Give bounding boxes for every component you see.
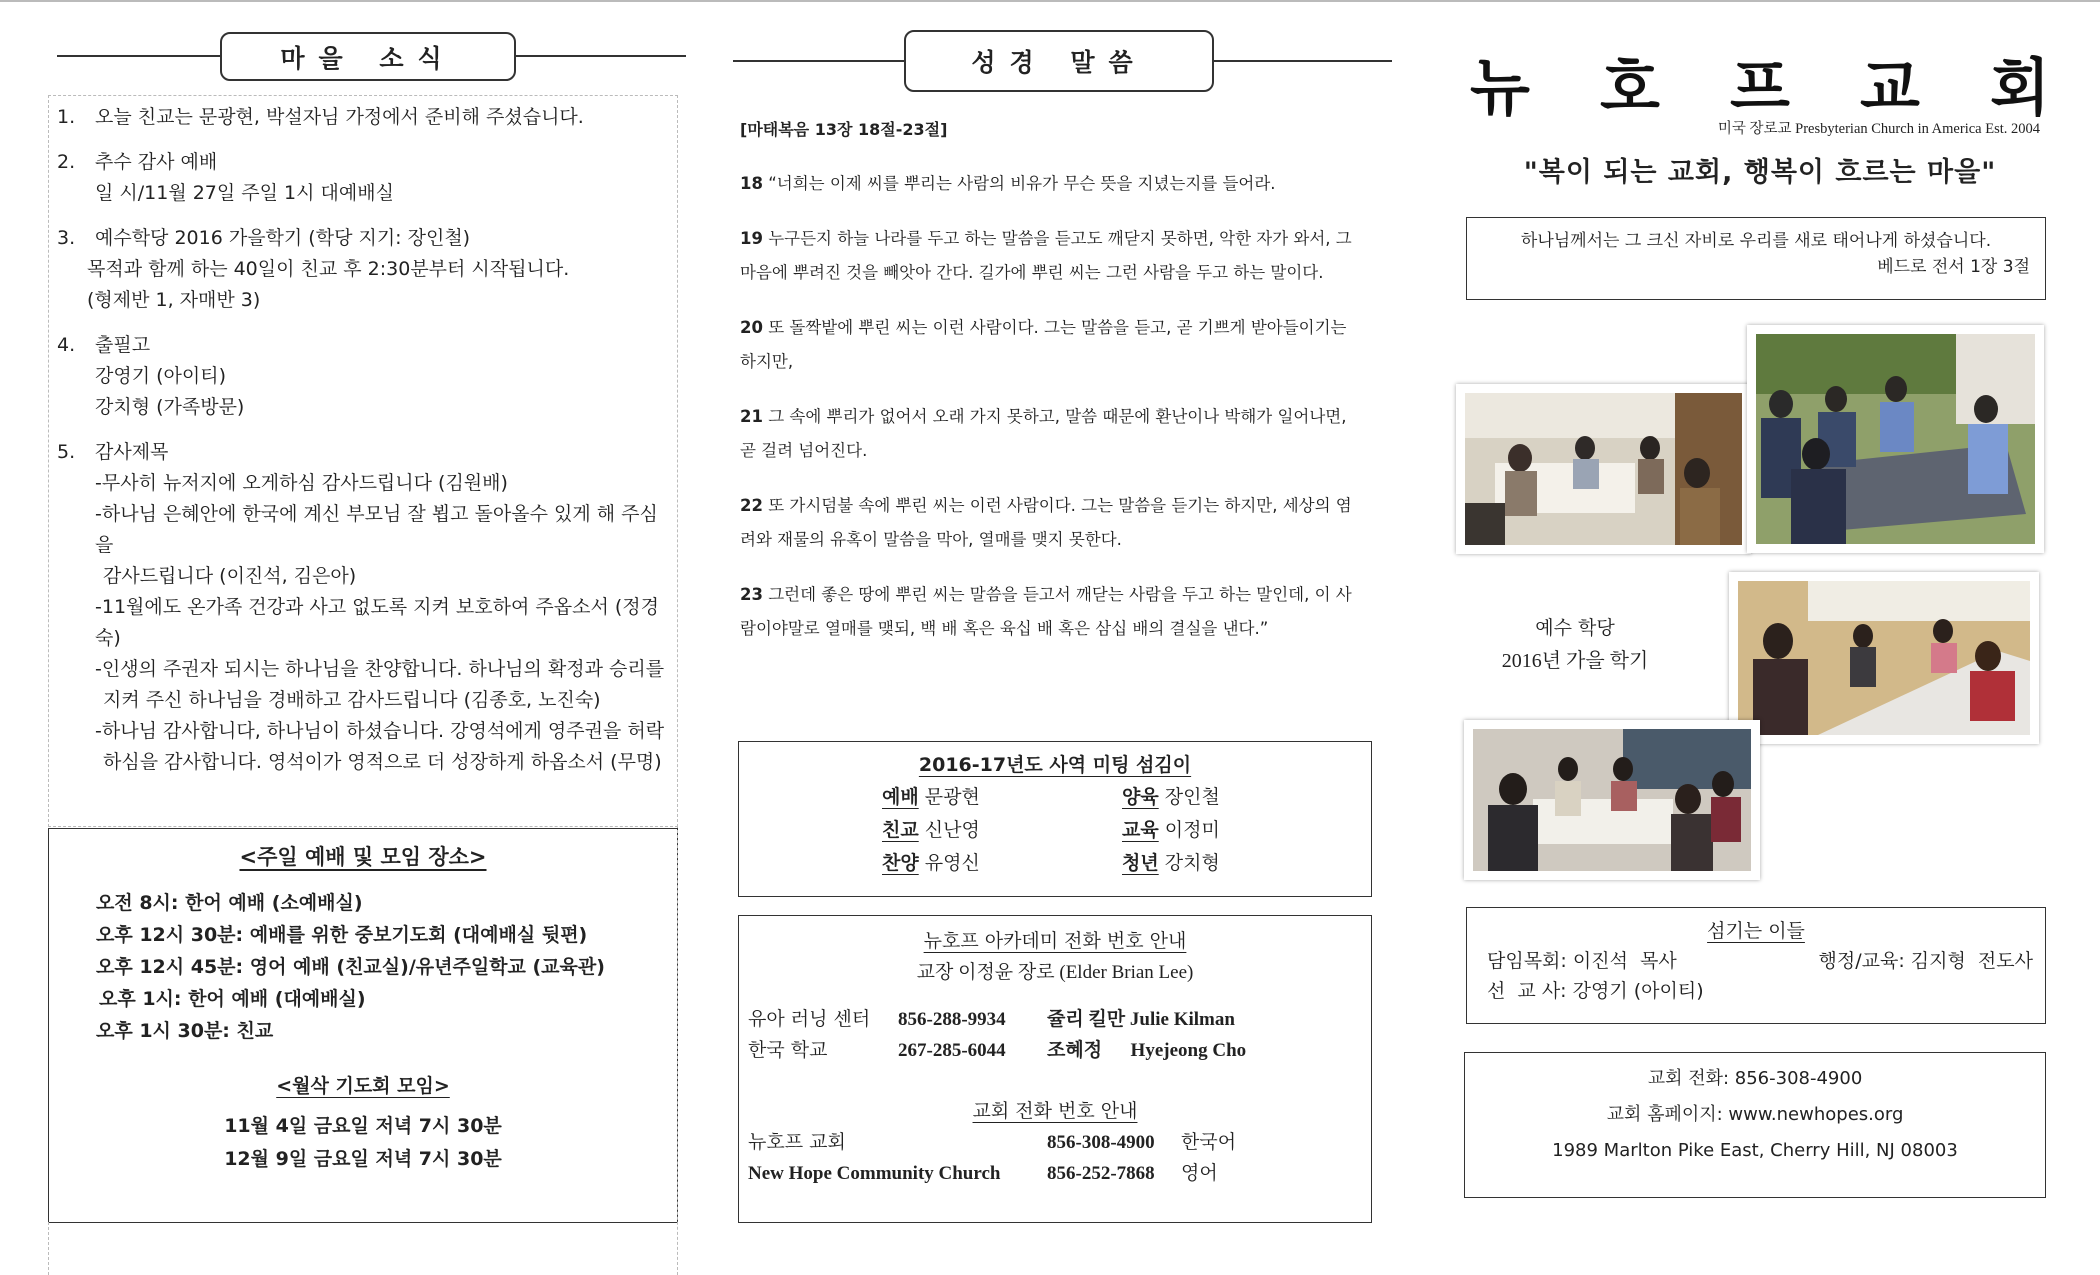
denomination-line: 미국 장로교 Presbyterian Church in America Est. 2004: [1717, 121, 2040, 137]
verse: 23 그런데 좋은 땅에 뿌린 씨는 말씀을 듣고서 깨닫는 사람을 두고 하는 말인데, 이 사람이야말로 열매를 맺되, 백 배 혹은 육십 배 혹은 삼십 배의 결실을 낸다.”: [740, 585, 1352, 638]
section-rule-right: [512, 55, 686, 57]
ministry-role: 교육 이정미: [1122, 819, 1220, 841]
top-border: [0, 0, 2100, 2]
ministry-role: 예배 문광현: [882, 786, 980, 808]
news-item-1: 1. 오늘 친교는 문광현, 박설자님 가정에서 준비해 주셨습니다.: [57, 106, 584, 128]
church-phone-lang: 영어: [1181, 1162, 1218, 1184]
section-rule-left: [733, 60, 905, 62]
photo-class-2: [1729, 572, 2039, 744]
church-phone-name: New Hope Community Church: [748, 1163, 1001, 1184]
church-motto: "복이 되는 교회, 행복이 흐르는 마을": [1523, 157, 1997, 188]
church-phone-lang: 한국어: [1181, 1131, 1237, 1153]
academy-phone: 856-288-9934: [898, 1009, 1006, 1030]
ministry-role: 청년 강치형: [1122, 852, 1220, 874]
news-item-5: 5. 감사제목 -무사히 뉴저지에 오게하심 감사드립니다 (김원배) -하나님 은혜안에 한국에 계신 부모님 잘 뵙고 돌아올수 있게 해 주심을 감사드립니다 (이진석, 김은아) -11월에도 온가족 건강과 사고 없도록 지켜 보호하여 주옵소서 (정경숙) -인생의 주권자 되시는 하나님을 찬양합니다. 하나님의 확정과 승리를 지켜 주신 하나님을 경배하고 감사드립니다 (김종호, 노진숙) -하나님 감사합니다, 하나님이 하셨습니다. 강영석에게 영주권을 허락 하심을 감사합니다. 영석이가 영적으로 더 성장하게 하옵소서 (무명): [57, 441, 665, 773]
academy-name: 한국 학교: [748, 1039, 828, 1061]
schedule-row: 오후 1시: 한어 예배 (대예배실): [99, 988, 366, 1010]
contact-box: [1464, 1052, 2046, 1198]
ministry-leaders-box: [738, 741, 1372, 897]
worship-schedule-box: [48, 828, 678, 1223]
news-item-2: 2. 추수 감사 예배 일 시/11월 27일 주일 1시 대예배실: [57, 151, 394, 204]
church-phone-name: 뉴호프 교회: [748, 1131, 846, 1153]
contact-phone: 교회 전화: 856-308-4900: [1647, 1068, 1863, 1089]
photo-class-3: [1464, 720, 1760, 880]
schedule-title: <주일 예배 및 모임 장소>: [239, 845, 487, 869]
staff-pastor: 담임목회: 이진석 목사: [1487, 950, 1677, 972]
schedule-row: 오후 12시 30분: 예배를 위한 중보기도회 (대예배실 뒷편): [96, 924, 588, 946]
schedule-row: 오전 8시: 한어 예배 (소예배실): [96, 892, 363, 914]
scripture-passage: [740, 113, 1365, 667]
verse: 21 그 속에 뿌리가 없어서 오래 가지 못하고, 말씀 때문에 환난이나 박해가 일어나면, 곧 걸려 넘어진다.: [740, 407, 1347, 460]
academy-title: 뉴호프 아카데미 전화 번호 안내: [923, 930, 1187, 952]
scripture-header: 성경 말씀: [904, 30, 1214, 92]
verse: 20 또 돌짝밭에 뿌린 씨는 이런 사람이다. 그는 말씀을 듣고, 곧 기쁘게 받아들이기는 하지만,: [740, 318, 1347, 371]
monthly-prayer-row: 11월 4일 금요일 저녁 7시 30분: [224, 1115, 502, 1137]
schedule-row: 오후 12시 45분: 영어 예배 (친교실)/유년주일학교 (교육관): [96, 956, 605, 978]
monthly-prayer-row: 12월 9일 금요일 저녁 7시 30분: [224, 1148, 502, 1170]
memory-verse-ref: 베드로 전서 1장 3절: [1877, 257, 2030, 277]
memory-verse-text: 하나님께서는 그 크신 자비로 우리를 새로 태어나게 하셨습니다.: [1520, 231, 1992, 251]
contact-website[interactable]: 교회 홈페이지: www.newhopes.org: [1606, 1104, 1904, 1125]
academy-contact: 쥴리 킬만 Julie Kilman: [1047, 1009, 1235, 1030]
staff-title: 섬기는 이들: [1707, 920, 1805, 942]
church-phone-number: 856-252-7868: [1047, 1163, 1155, 1184]
ministry-role: 양육 장인철: [1122, 786, 1220, 808]
phone-directory-box: [738, 915, 1372, 1223]
verse: 18 “너희는 이제 씨를 뿌리는 사람의 비유가 무슨 뜻을 지녔는지를 들어라.: [740, 174, 1276, 193]
staff-missionary: 선 교 사: 강영기 (아이티): [1487, 980, 1704, 1002]
photo-outdoor-meeting: [1747, 325, 2044, 553]
section-rule-left: [57, 55, 221, 57]
school-caption: 예수 학당 2016년 가을 학기: [1501, 617, 1649, 672]
academy-contact: 조혜정 Hyejeong Cho: [1047, 1040, 1247, 1061]
village-news-header: 마을 소식: [220, 32, 516, 81]
monthly-prayer-title: <월삭 기도회 모임>: [276, 1075, 450, 1097]
column-divider-left: [48, 1222, 49, 1275]
church-title: 뉴 호 프 교 회: [1470, 51, 2050, 124]
schedule-row: 오후 1시 30분: 친교: [96, 1020, 274, 1042]
ministry-role: 친교 신난영: [882, 819, 980, 841]
academy-principal: 교장 이정윤 장로 (Elder Brian Lee): [916, 962, 1194, 983]
section-rule-right: [1210, 60, 1392, 62]
verse: 22 또 가시덤불 속에 뿌린 씨는 이런 사람이다. 그는 말씀을 듣기는 하지만, 세상의 염려와 재물의 유혹이 말씀을 막아, 열매를 맺지 못한다.: [740, 496, 1352, 549]
news-item-3: 3. 예수학당 2016 가을학기 (학당 지기: 장인철) 목적과 함께 하는 40일이 친교 후 2:30분부터 시작됩니다. (형제반 1, 자매반 3): [57, 227, 570, 311]
staff-box: [1466, 907, 2046, 1024]
column-divider: [677, 825, 678, 1275]
contact-address: 1989 Marlton Pike East, Cherry Hill, NJ 08003: [1552, 1140, 1958, 1161]
church-phones-title: 교회 전화 번호 안내: [972, 1100, 1138, 1122]
church-phone-number: 856-308-4900: [1047, 1132, 1155, 1153]
scripture-reference: [마태복음 13장 18절-23절]: [740, 120, 948, 139]
staff-admin: 행정/교육: 김지형 전도사: [1818, 950, 2033, 972]
ministry-title: 2016-17년도 사역 미팅 섬김이: [918, 754, 1192, 776]
photo-class-1: [1456, 384, 1751, 554]
verse: 19 누구든지 하늘 나라를 두고 하는 말씀을 듣고도 깨닫지 못하면, 악한 자가 와서, 그 마음에 뿌려진 것을 빼앗아 간다. 길가에 뿌린 씨는 그런 사람을 두고 하는 말이다.: [740, 229, 1352, 282]
academy-phone: 267-285-6044: [898, 1040, 1006, 1061]
news-list: [55, 102, 675, 792]
ministry-role: 찬양 유영신: [882, 852, 980, 874]
news-item-4: 4. 출필고 강영기 (아이티) 강치형 (가족방문): [57, 334, 245, 418]
memory-verse-box: [1466, 217, 2046, 300]
academy-name: 유아 러닝 센터: [748, 1008, 871, 1030]
